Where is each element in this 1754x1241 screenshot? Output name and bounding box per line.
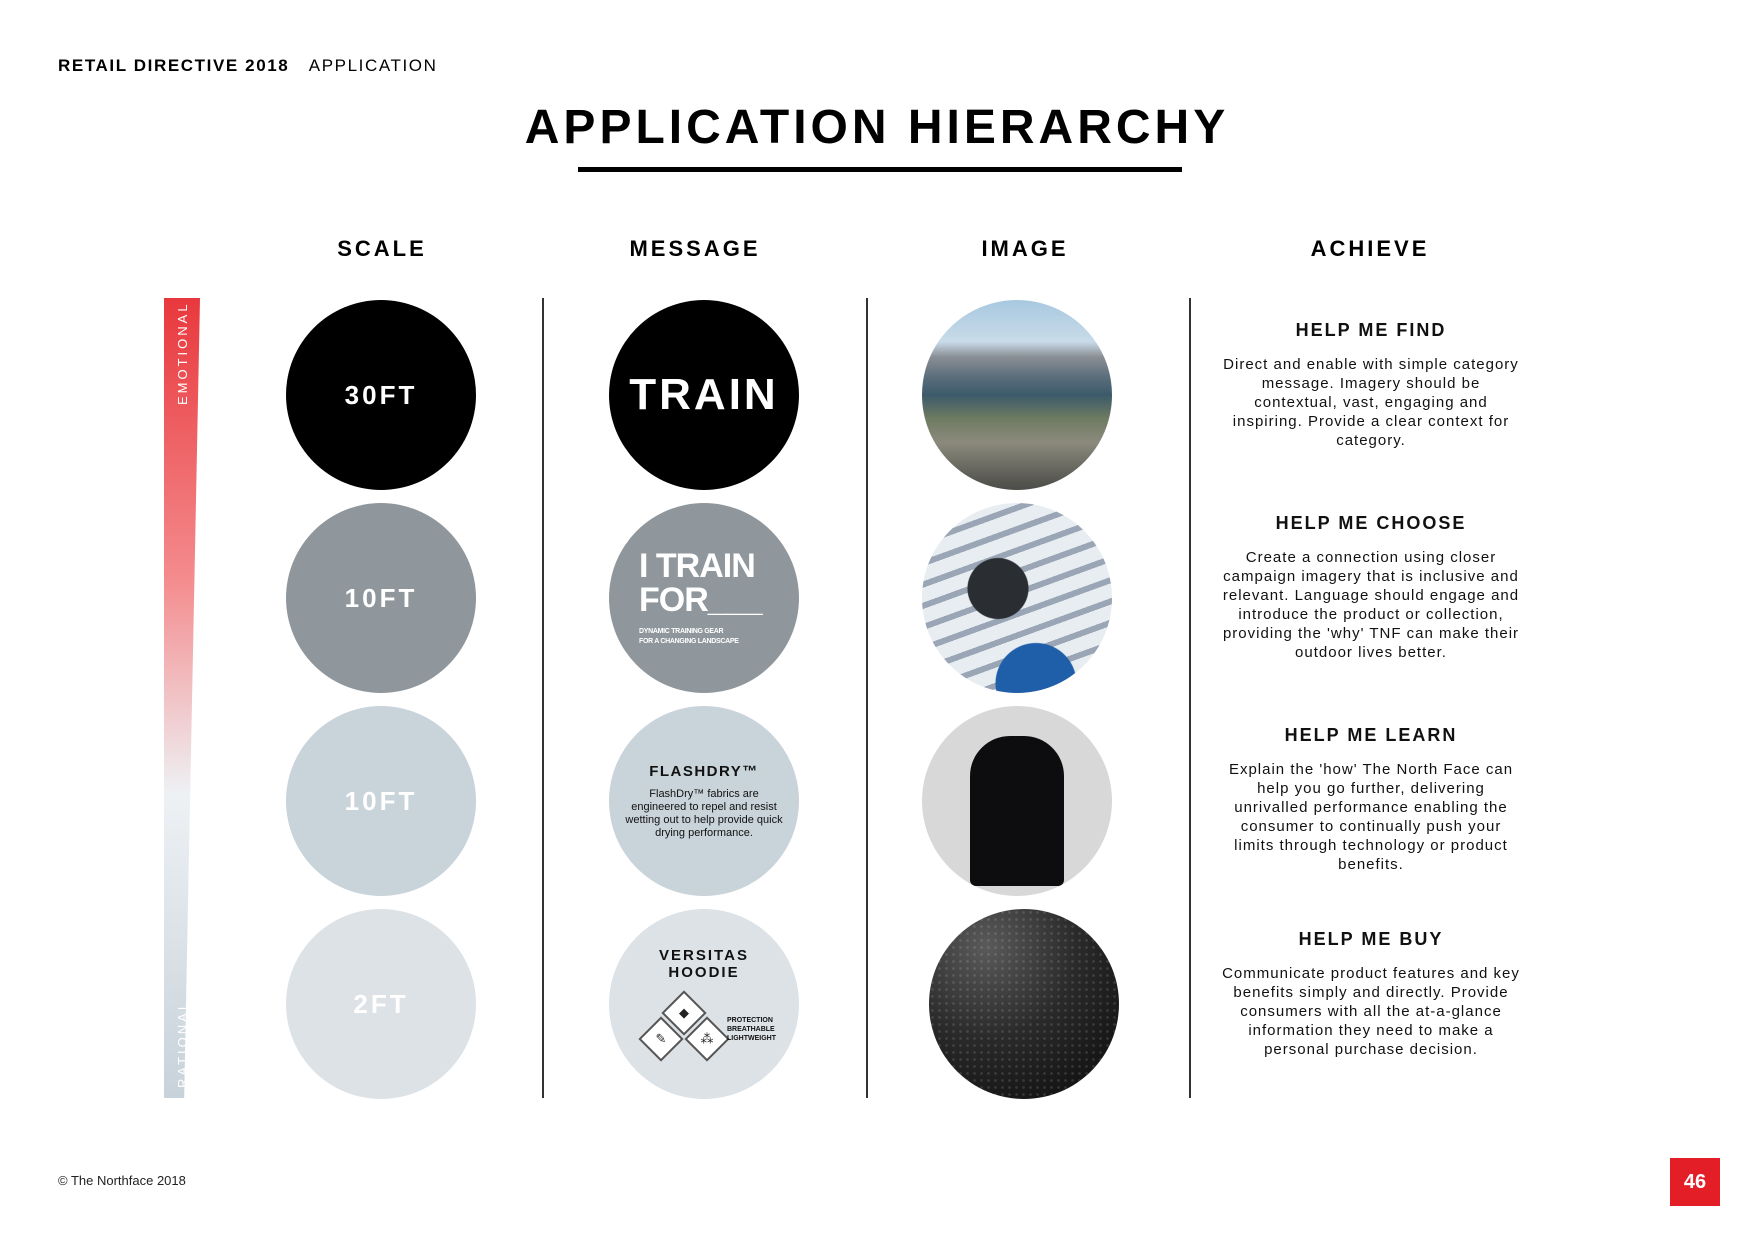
lightweight-feather-icon: ✎: [638, 1016, 683, 1061]
image-climber: [922, 503, 1112, 693]
image-fabric-texture: [929, 909, 1119, 1099]
column-heading-scale: SCALE: [337, 236, 427, 261]
achieve-body: Communicate product features and key benefits simply and directly. Provide consumers with all the at-a-glance information they need to make a personal purchase decision.: [1222, 965, 1520, 1058]
achieve-help-me-learn: [1221, 725, 1521, 874]
message-circle-train: [609, 300, 799, 490]
itrain-line-2: FOR___: [639, 581, 762, 619]
feature-list: [727, 1016, 776, 1043]
achieve-title: HELP ME FIND: [1295, 320, 1447, 340]
page-number-badge: 46: [1670, 1158, 1720, 1206]
versitas-title-line-2: HOODIE: [668, 964, 740, 981]
achieve-body: Direct and enable with simple category message. Imagery should be contextual, vast, engaging and inspiring. Provide a clear context for category.: [1223, 356, 1519, 449]
versitas-message: [609, 909, 799, 1099]
achieve-title: HELP ME BUY: [1298, 929, 1444, 949]
scale-circle-10ft: [286, 503, 476, 693]
achieve-title: HELP ME CHOOSE: [1275, 513, 1467, 533]
doc-title: RETAIL DIRECTIVE 2018: [58, 56, 290, 75]
climber-overlay: [922, 503, 1112, 693]
i-train-for-lockup: [639, 549, 769, 647]
column-heading-image: IMAGE: [981, 236, 1069, 261]
scale-label: 10FT: [344, 582, 418, 613]
achieve-help-me-find: [1221, 320, 1521, 450]
column-divider: [1189, 298, 1191, 1098]
feature-lightweight: LIGHTWEIGHT: [727, 1035, 776, 1042]
breathable-icon: ⁂: [684, 1016, 729, 1061]
column-divider: [866, 298, 868, 1098]
document-header: [58, 56, 438, 76]
feature-protection: PROTECTION: [727, 1017, 773, 1024]
axis-label-rational: RATIONAL: [175, 999, 190, 1088]
achieve-help-me-buy: [1221, 929, 1521, 1059]
train-message: TRAIN: [629, 370, 779, 419]
achieve-body: Explain the 'how' The North Face can help you go further, delivering unrivalled performance enabling the consumer to continually push your limits through technology or product benefits.: [1228, 761, 1514, 873]
column-divider: [542, 298, 544, 1098]
flashdry-message: [624, 763, 784, 840]
fabric-mesh: [929, 909, 1119, 1099]
scale-circle-2ft: [286, 909, 476, 1099]
page-title: APPLICATION HIERARCHY: [524, 101, 1230, 154]
flashdry-title: FLASHDRY™: [649, 762, 759, 780]
column-heading-achieve: ACHIEVE: [1310, 236, 1430, 261]
message-circle-i-train-for: [609, 503, 799, 693]
scale-label: 30FT: [344, 379, 418, 410]
scale-circle-10ft-light: [286, 706, 476, 896]
scale-label: 10FT: [344, 785, 418, 816]
achieve-title: HELP ME LEARN: [1284, 725, 1458, 745]
message-circle-flashdry: [609, 706, 799, 896]
message-circle-versitas: [609, 909, 799, 1099]
title-underline: [578, 167, 1182, 172]
image-jacket: [922, 706, 1112, 896]
protection-badge-icon: ◆: [661, 990, 706, 1035]
feature-breathable: BREATHABLE: [727, 1026, 775, 1033]
itrain-tagline-1: DYNAMIC TRAINING GEAR: [639, 628, 724, 635]
achieve-help-me-choose: [1221, 513, 1521, 662]
jacket-silhouette: [970, 736, 1064, 886]
axis-label-emotional: EMOTIONAL: [175, 301, 190, 405]
achieve-body: Create a connection using closer campaign imagery that is inclusive and relevant. Language should engage and introduce the product or collection, providing the 'why' TNF can make their outdoor lives better.: [1222, 549, 1520, 661]
itrain-tagline-2: FOR A CHANGING LANDSCAPE: [639, 638, 739, 645]
image-city-runner: [922, 300, 1112, 490]
scale-label: 2FT: [353, 988, 409, 1019]
scale-circle-30ft: [286, 300, 476, 490]
section-label: APPLICATION: [308, 56, 438, 75]
flashdry-body: FlashDry™ fabrics are engineered to repel and resist wetting out to help provide quick drying performance.: [625, 787, 783, 839]
column-heading-message: MESSAGE: [629, 236, 761, 261]
copyright-footer: © The Northface 2018: [58, 1173, 186, 1188]
versitas-title: [609, 947, 799, 981]
versitas-title-line-1: VERSITAS: [659, 947, 749, 964]
itrain-line-1: I TRAIN: [639, 547, 755, 585]
